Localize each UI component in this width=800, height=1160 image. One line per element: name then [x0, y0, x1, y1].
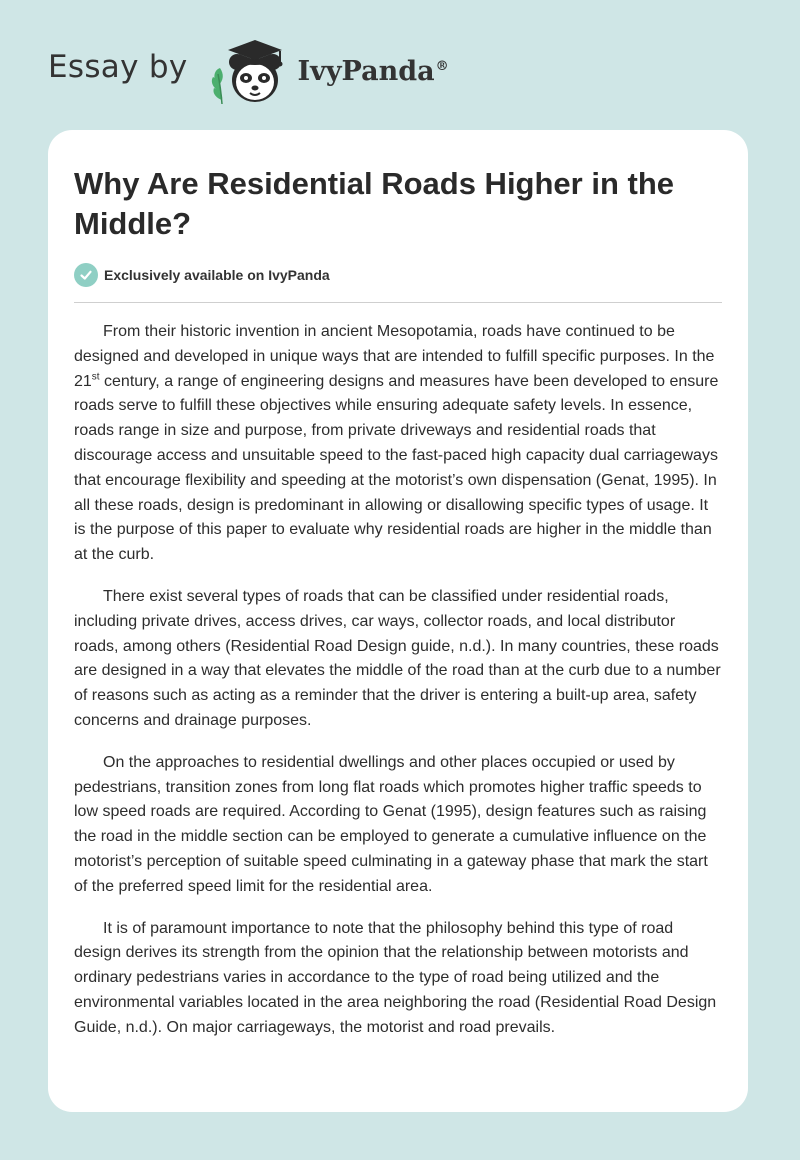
ordinal-suffix: st [91, 371, 100, 383]
paragraph-1: From their historic invention in ancient Mesopotamia, roads have continued to be designed and developed in unique ways that are intended to fulfill specific purposes. In the 21st century, a range of engineering designs and measures have been developed to ensure roads serve to fulfill these objectives while ensuring adequate safety levels. In essence, roads range in size and purpose, from private driveways and residential roads that discourage access and unsuitable speed to the fast-paced high capacity dual carriageways that encourage flexibility and speeding at the motorist’s own dispensation (Genat, 1995). In all these roads, design is predominant in allowing or disallowing specific types of usage. It is the purpose of this paper to evaluate why residential roads are higher in the middle than at the curb. [74, 323, 719, 564]
brand-name: IvyPanda® [297, 55, 449, 87]
exclusive-badge [74, 263, 330, 287]
essay-card [48, 130, 748, 1112]
page-title: Why Are Residential Roads Higher in the Middle? [74, 166, 675, 241]
registered-mark: ® [435, 58, 449, 74]
site-logo[interactable] [48, 30, 449, 110]
exclusive-label: Exclusively available on IvyPanda [104, 267, 330, 283]
essay-by-label: Essay by [48, 49, 188, 85]
paragraph-4: It is of paramount importance to note that the philosophy behind this type of road design derives its strength from the opinion that the relationship between motorists and ordinary pedestrians varies in accordance to the type of road being utilized and the environmental variables located in the area neighboring the road (Residential Road Design Guide, n.d.). On major carriageways, the motorist and road prevails. [74, 919, 717, 1036]
check-circle-icon [74, 263, 98, 287]
essay-body [74, 320, 724, 1058]
panda-graduate-icon [204, 30, 294, 110]
paragraph-3: On the approaches to residential dwellings and other places occupied or used by pedestrians, transition zones from long flat roads which promotes higher traffic speeds to low speed roads are required. According to Genat (1995), design features such as raising the road in the middle section can be employed to generate a cumulative influence on the motorist’s perception of suitable speed culminating in a gateway phase that mark the start of the preferred speed limit for the residential area. [74, 753, 708, 895]
paragraph-2: There exist several types of roads that can be classified under residential roads, including private drives, access drives, car ways, collector roads, and local distributor roads, among others (Residential Road Design guide, n.d.). In many countries, these roads are designed in a way that elevates the middle of the road than at the curb due to a number of reasons such as acting as a reminder that the driver is entering a built-up area, safety concerns and drainage purposes. [74, 587, 721, 729]
divider [74, 302, 722, 303]
